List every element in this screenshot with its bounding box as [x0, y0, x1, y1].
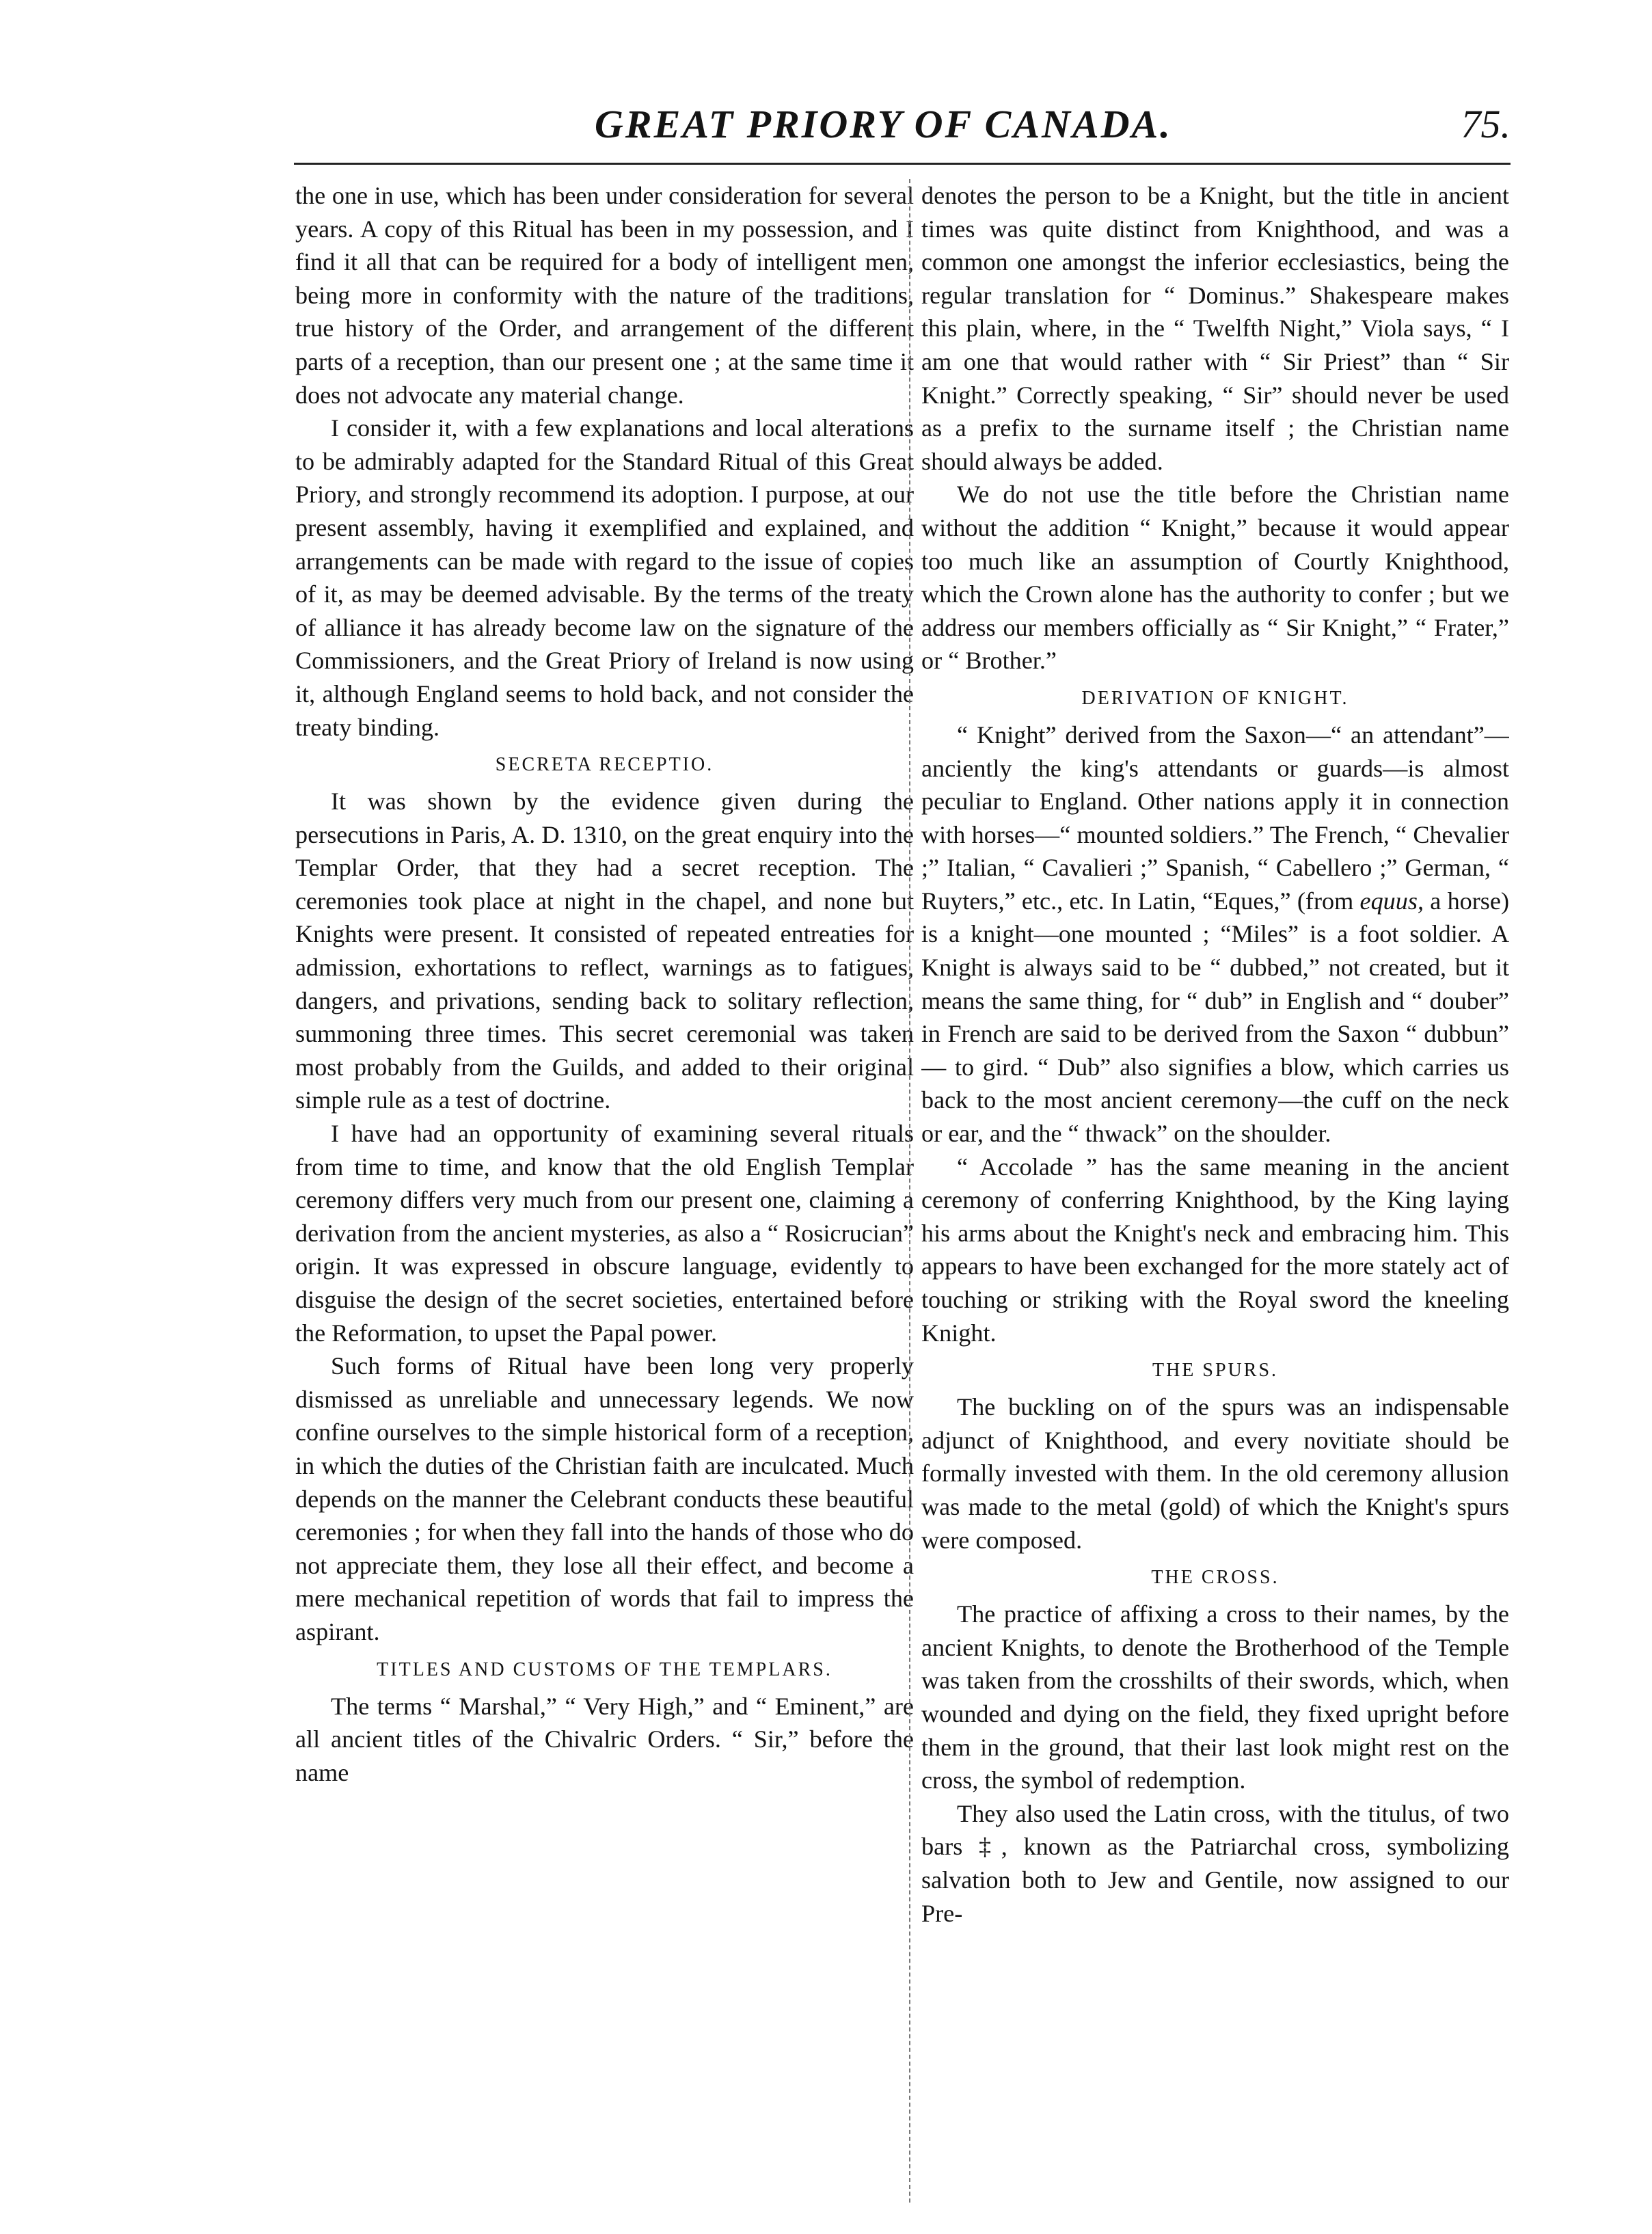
text-run: a horse) is a knight—one mounted ; “Miles” is a foot soldier. A Knight is always said to be “ dubbed,” not created, but it means the same thing, for “ dub” in English and “ douber” in French are said to be derived from the Saxon “ dubbun” — to gird. “ Dub” also signifies a blow, which carries us back to the most ancient ceremony—the cuff on the neck or ear, and the “ thwack” on the shoulder.: [921, 887, 1509, 1148]
left-column: [295, 179, 914, 2203]
italic-word: equus,: [1359, 887, 1424, 915]
paragraph: It was shown by the evidence given during the persecutions in Paris, A. D. 1310, on the great enquiry into the Templar Order, that they had a secret reception. The ceremonies took place at night in the chapel, and none but Knights were present. It consisted of repeated entreaties for admission, exhortations to reflect, warnings as to fatigues, dangers, and privations, sending back to solitary reflection, summoning three times. This secret ceremonial was taken most probably from the Guilds, and added to their original simple rule as a test of doctrine.: [295, 788, 914, 1114]
section-heading: TITLES AND CUSTOMS OF THE TEMPLARS.: [377, 1658, 832, 1680]
page-number: 75.: [1461, 102, 1511, 146]
section-heading: THE SPURS.: [1152, 1360, 1279, 1382]
section-heading: THE CROSS.: [1151, 1567, 1279, 1589]
paragraph: Such forms of Ritual have been long very properly dismissed as unreliable and unnecessary legends. We now confine ourselves to the simple historical form of a reception, in which the duties of the Christian faith are inculcated. Much depends on the manner the Celebrant conducts these beautiful ceremonies ; for when they fall into the hands of those who do not appreciate them, they lose all their effect, and become a mere mechanical repetition of words that fail to impress the aspirant.: [295, 1352, 914, 1645]
page-title: GREAT PRIORY OF CANADA.: [595, 102, 1172, 146]
column-divider: [909, 179, 910, 2203]
paragraph: [921, 718, 1509, 1150]
section-heading: SECRETA RECEPTIO.: [495, 754, 714, 776]
header-rule: [294, 163, 1511, 165]
right-column: [921, 179, 1509, 2203]
running-head: [294, 101, 1511, 163]
paragraph: denotes the person to be a Knight, but the title in ancient times was quite distinct from Knighthood, and was a common one amongst the inferior ecclesiastics, being the regular translation for “ Dominus.” Shakespeare makes this plain, where, in the “ Twelfth Night,” Viola says, “ I am one that would rather with “ Sir Priest” than “ Sir Knight.” Correctly speaking, “ Sir” should never be used as a prefix to the surname itself ; the Christian name should always be added.: [921, 182, 1509, 475]
text-run: “ Knight” derived from the Saxon—“ an attendant”—anciently the king's attendants or guards—is almost peculiar to England. Other nations apply it in connection with horses—“ mounted soldiers.” The French, “ Chevalier ;” Italian, “ Cavalieri ;” Spanish, “ Cabellero ;” German, “ Ruyters,” etc., etc. In Latin, “Eques,” (from: [921, 721, 1509, 915]
section-heading: DERIVATION OF KNIGHT.: [1081, 687, 1349, 709]
paragraph: I have had an opportunity of examining several rituals from time to time, and know that the old English Templar ceremony differs very much from our present one, claiming a derivation from the ancient mysteries, as also a “ Rosicrucian” origin. It was expressed in obscure language, evidently to disguise the design of the secret societies, entertained before the Reformation, to upset the Papal power.: [295, 1120, 914, 1347]
paragraph: We do not use the title before the Christian name without the addition “ Knight,” because it would appear too much like an assumption of Courtly Knighthood, which the Crown alone has the authority to confer ; but we address our members officially as “ Sir Knight,” “ Frater,” or “ Brother.”: [921, 481, 1509, 675]
paragraph: I consider it, with a few explanations and local alterations to be admirably adapted for the Standard Ritual of this Great Priory, and strongly recommend its adoption. I purpose, at our present assembly, having it exemplified and explained, and arrangements can be made with regard to the issue of copies of it, as may be deemed advisable. By the terms of the treaty of alliance it has already become law on the signature of the Commissioners, and the Great Priory of Ireland is now using it, although England seems to hold back, and not consider the treaty binding.: [295, 414, 914, 741]
paragraph: “ Accolade ” has the same meaning in the ancient ceremony of conferring Knighthood, by the King laying his arms about the Knight's neck and embracing him. This appears to have been exchanged for the more stately act of touching or striking with the Royal sword the kneeling Knight.: [921, 1153, 1509, 1347]
paragraph: the one in use, which has been under consideration for several years. A copy of this Ritual has been in my possession, and I find it all that can be required for a body of intelligent men, being more in conformity with the nature of the traditions, true history of the Order, and arrangement of the different parts of a reception, than our present one ; at the same time it does not advocate any material change.: [295, 182, 914, 409]
paragraph: The buckling on of the spurs was an indispensable adjunct of Knighthood, and every novitiate should be formally invested with them. In the old ceremony allusion was made to the metal (gold) of which the Knight's spurs were composed.: [921, 1393, 1509, 1554]
paragraph: They also used the Latin cross, with the titulus, of two bars ‡, known as the Patriarchal cross, symbolizing salvation both to Jew and Gentile, now assigned to our Pre-: [921, 1799, 1509, 1927]
paragraph: The practice of affixing a cross to their names, by the ancient Knights, to denote the Brotherhood of the Temple was taken from the crosshilts of their swords, which, when wounded and dying on the field, they fixed upright before them in the ground, that their last look might rest on the cross, the symbol of redemption.: [921, 1600, 1509, 1794]
paragraph: The terms “ Marshal,” “ Very High,” and “ Eminent,” are all ancient titles of the Chivalric Orders. “ Sir,” before the name: [295, 1692, 914, 1786]
